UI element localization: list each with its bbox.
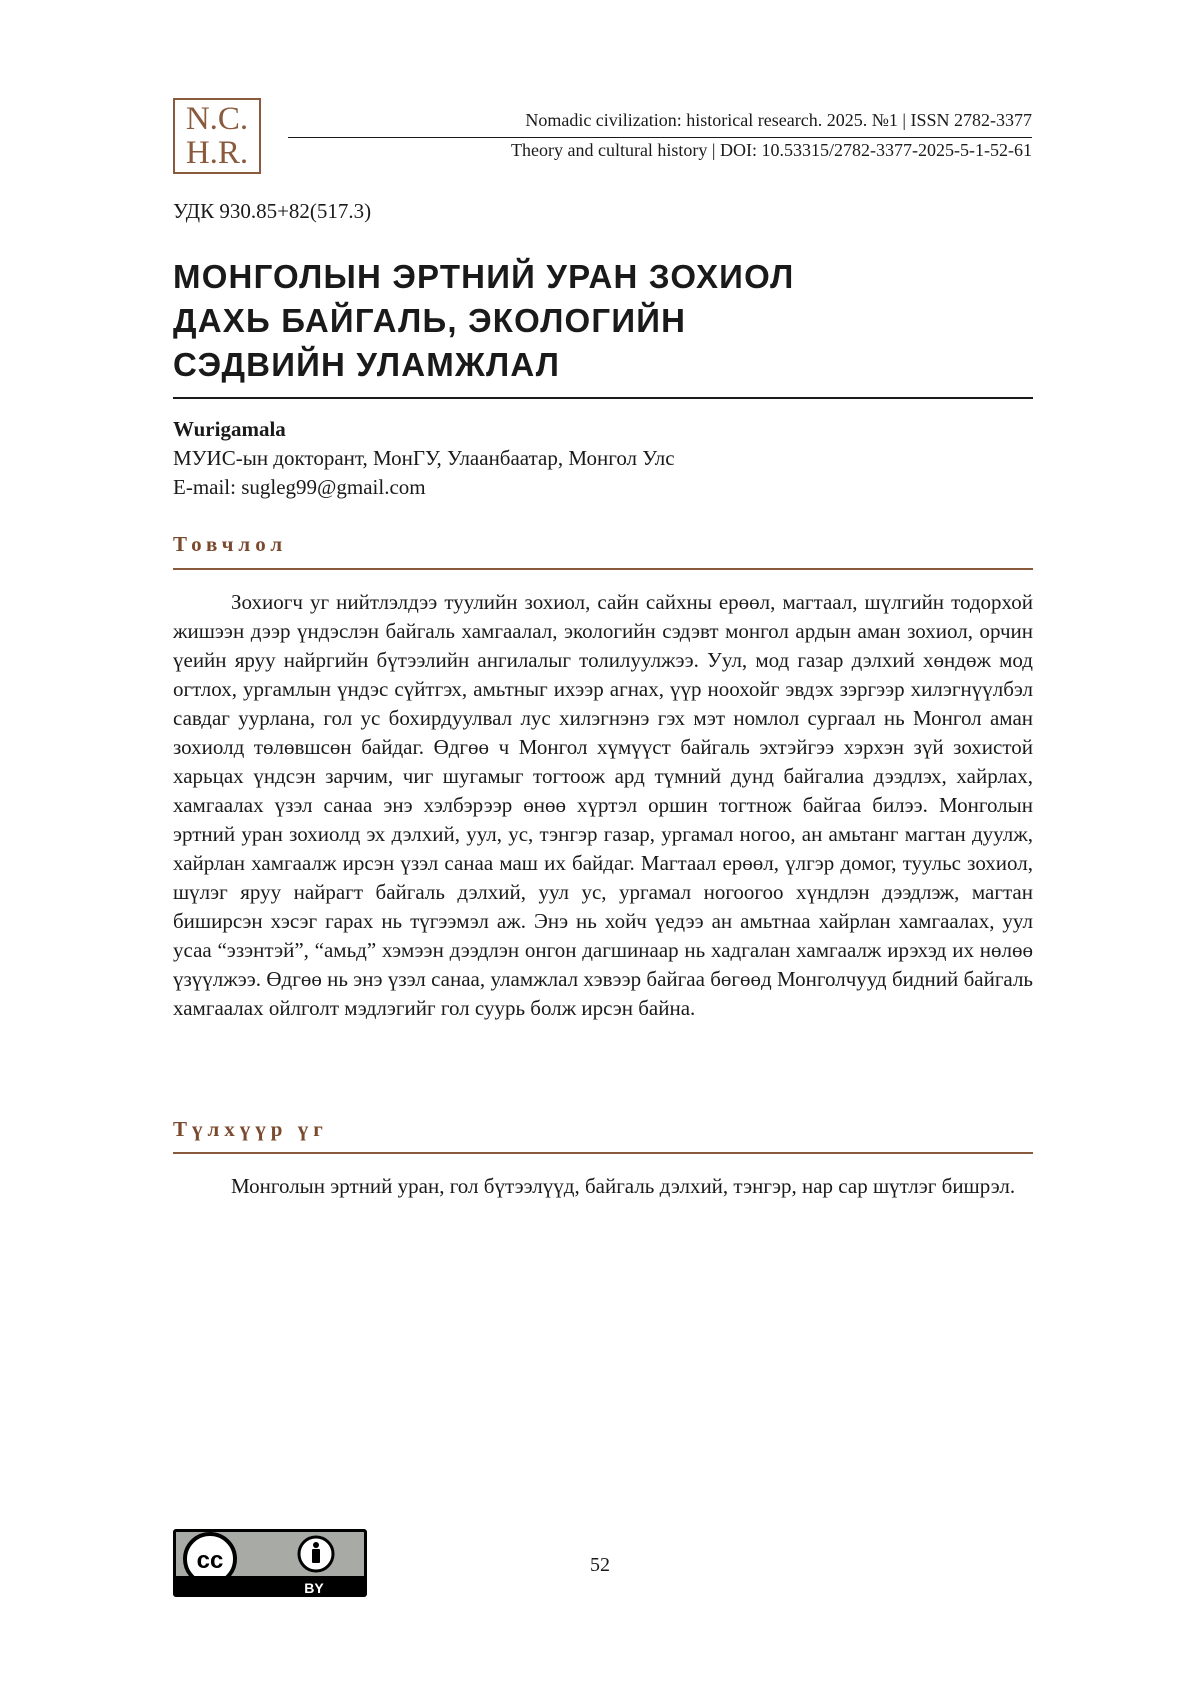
- abstract-text: Зохиогч уг нийтлэлдээ туулийн зохиол, сайн сайхны ерөөл, магтаал, шүлгийн тодорхой жишээн дээр үндэслэн байгаль хамгаалал, экологийн сэдэвт монгол ардын аман зохиол, орчин үеийн яруу найргийн бүтээлийн ангилалыг толилуулжээ. Уул, мод газар дэлхий хөндөж мод огтлох, ургамлын үндэс сүйтгэх, амьтныг ихээр агнах, үүр ноохойг эвдэх зэргээр хилэгнүүлбэл савдаг уурлана, гол ус бохирдуулвал лус хилэгнэнэ гэх мэт номлол сургаал нь Монгол аман зохиолд төлөвшсөн байдаг. Өдгөө ч Монгол хүмүүст байгаль эхтэйгээ хэрхэн зүй зохистой харьцах үндсэн зарчим, чиг шугамыг тогтоож ард түмний дунд байгалиа дээдлэх, хайрлах, хамгаалах үзэл санаа энэ хэлбэрээр өнөө хүртэл оршин тогтнож байгаа билээ. Монголын эртний уран зохиолд эх дэлхий, уул, ус, тэнгэр газар, ургамал ногоо, ан амьтанг магтан дуулж, хайрлан хамгаалж ирсэн үзэл санаа маш их байдаг. Магтаал ерөөл, үлгэр домог, туульс зохиол, шүлэг яруу найрагт байгаль дэлхий, уул ус, ургамал ногоогоо хүндлэн дээдлэж, магтан биширсэн хэсэг гарах нь түгээмэл аж. Энэ нь хойч үедээ ан амьтнаа хайрлан хамгаалах, уул усаа “эзэнтэй”, “амьд” хэмээн дээдлэн онгон дагшинаар нь хадгалан хамгаалж ирэхэд их нөлөө үзүүлжээ. Өдгөө нь энэ үзэл санаа, уламжлал хэвээр байгаа бөгөөд Монголчууд бидний байгаль хамгаалах ойлголт мэдлэгийг гол суурь болж ирсэн байна.: [173, 590, 1033, 1020]
- author-email: E-mail: sugleg99@gmail.com: [173, 475, 426, 499]
- title-line-3: СЭДВИЙН УЛАМЖЛАЛ: [173, 346, 561, 383]
- keywords-text: Монголын эртний уран, гол бүтээлүүд, байгаль дэлхий, тэнгэр, нар сар шүтлэг бишрэл.: [231, 1174, 1016, 1198]
- license-by-label: BY: [304, 1580, 324, 1596]
- abstract-heading: Товчлол: [173, 532, 288, 556]
- journal-citation: Nomadic civilization: historical research. 2025. №1 | ISSN 2782-3377: [525, 110, 1032, 130]
- header-divider: [288, 137, 1032, 138]
- keywords-divider: [173, 1152, 1033, 1154]
- logo-line-2: H.R.: [185, 135, 249, 171]
- author-block: [173, 415, 675, 502]
- keywords-heading: Түлхүүр үг: [173, 1117, 328, 1141]
- page-number: 52: [590, 1554, 610, 1576]
- journal-logo: [173, 98, 261, 174]
- title-divider: [173, 397, 1033, 399]
- svg-text:cc: cc: [196, 1547, 224, 1574]
- section-doi: Theory and cultural history | DOI: 10.53315/2782-3377-2025-5-1-52-61: [510, 140, 1032, 160]
- logo-line-1: N.C.: [185, 101, 249, 137]
- author-affiliation: МУИС-ын докторант, МонГУ, Улаанбаатар, Монгол Улс: [173, 446, 675, 470]
- udk-code: УДК 930.85+82(517.3): [173, 199, 372, 223]
- author-name: Wurigamala: [173, 417, 286, 441]
- abstract-divider: [173, 568, 1033, 570]
- title-line-2: ДАХЬ БАЙГАЛЬ, ЭКОЛОГИЙН: [173, 302, 687, 339]
- title-line-1: МОНГОЛЫН ЭРТНИЙ УРАН ЗОХИОЛ: [173, 258, 795, 295]
- article-title: [173, 255, 1033, 387]
